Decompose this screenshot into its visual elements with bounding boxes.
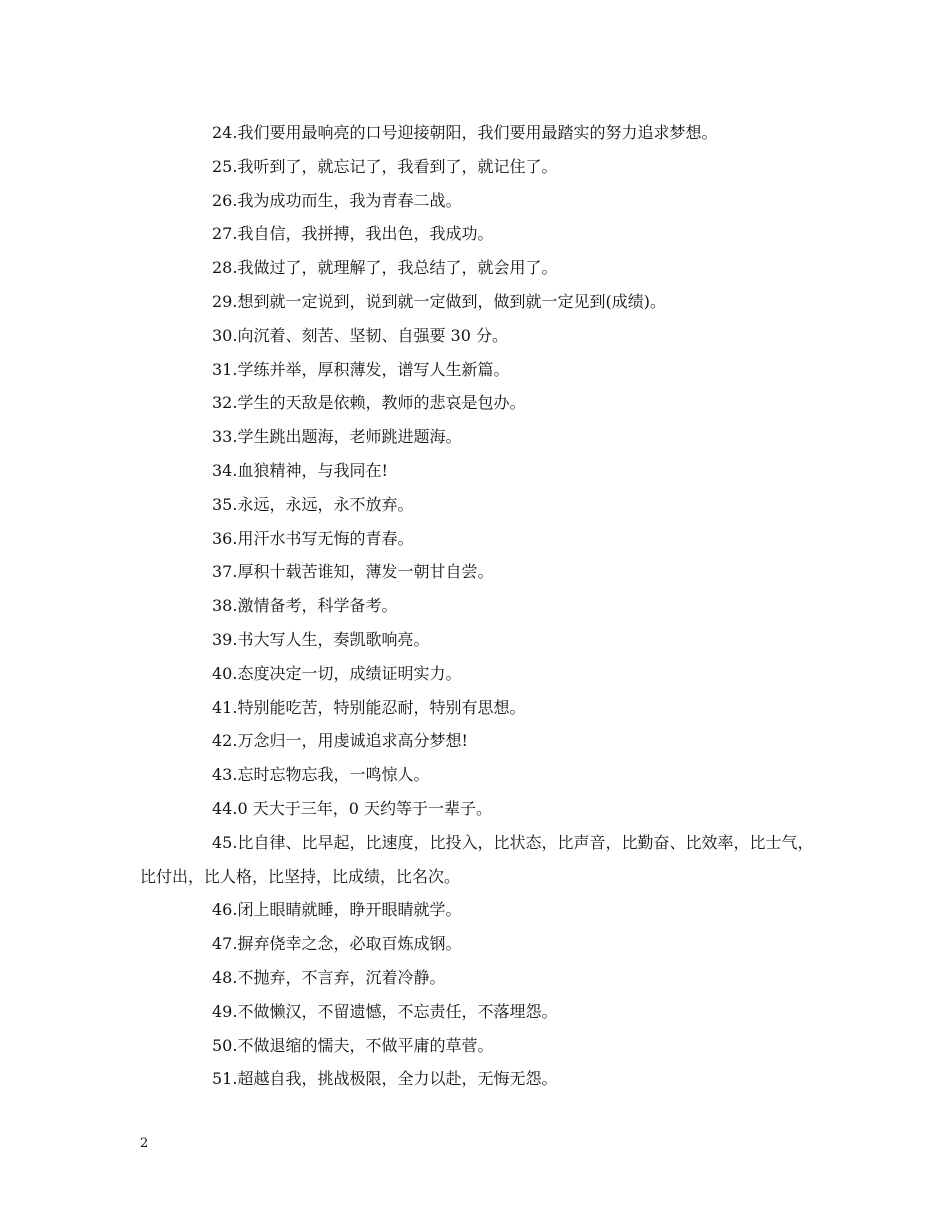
item-number: 28.: [212, 258, 238, 278]
item-number: 49.: [212, 1001, 238, 1021]
list-item: [140, 995, 820, 1029]
list-item: [140, 454, 820, 488]
list-item: [140, 961, 820, 995]
item-text: 学生的天敌是依赖，教师的悲哀是包办。: [237, 393, 526, 413]
item-number: 34.: [212, 460, 238, 480]
item-text: 我自信，我拼搏，我出色，我成功。: [237, 224, 494, 244]
list-item: [140, 792, 820, 826]
list-item: [140, 893, 820, 927]
item-text: 忘时忘物忘我，一鸣惊人。: [237, 765, 430, 785]
item-number: 42.: [212, 731, 238, 751]
list-item: [140, 522, 820, 556]
item-number: 47.: [212, 934, 238, 954]
item-number: 33.: [212, 427, 238, 447]
list-item: [140, 623, 820, 657]
item-text: 激情备考，科学备考。: [237, 596, 398, 616]
item-text: 0 天大于三年，0 天约等于一辈子。: [237, 798, 492, 818]
list-item: [140, 657, 820, 691]
list-item: [140, 1029, 820, 1063]
item-text: 摒弃侥幸之念，必取百炼成钢。: [237, 934, 462, 954]
item-text: 血狼精神，与我同在!: [237, 460, 388, 480]
list-item: [140, 488, 820, 522]
item-number: 46.: [212, 900, 238, 920]
item-number: 38.: [212, 596, 238, 616]
item-text: 态度决定一切，成绩证明实力。: [237, 663, 462, 683]
list-item: [140, 251, 820, 285]
list-item: [140, 285, 820, 319]
item-text: 闭上眼睛就睡，睁开眼睛就学。: [237, 900, 462, 920]
item-text: 万念归一，用虔诚追求高分梦想!: [237, 731, 468, 751]
list-item: [140, 589, 820, 623]
list-item: [140, 353, 820, 387]
list-item: [140, 927, 820, 961]
item-number: 48.: [212, 967, 238, 987]
item-text: 用汗水书写无悔的青春。: [237, 528, 414, 548]
item-text: 特别能吃苦，特别能忍耐，特别有思想。: [237, 697, 526, 717]
item-number: 51.: [212, 1069, 238, 1089]
list-item: [140, 691, 820, 725]
list-item: [140, 184, 820, 218]
list-item: [140, 319, 820, 353]
list-item: [140, 150, 820, 184]
item-text: 书大写人生，奏凯歌响亮。: [237, 629, 430, 649]
item-text: 厚积十载苦谁知，薄发一朝甘自尝。: [237, 562, 494, 582]
list-item: [140, 217, 820, 251]
item-number: 26.: [212, 190, 238, 210]
item-number: 35.: [212, 494, 238, 514]
item-text: 学练并举，厚积薄发，谱写人生新篇。: [237, 359, 510, 379]
item-number: 29.: [212, 291, 238, 311]
item-text: 超越自我，挑战极限，全力以赴，无悔无怨。: [237, 1069, 558, 1089]
item-number: 41.: [212, 697, 238, 717]
item-text: 我做过了，就理解了，我总结了，就会用了。: [237, 258, 558, 278]
list-item: [140, 386, 820, 420]
item-text: 我为成功而生，我为青春二战。: [237, 190, 462, 210]
list-item: [140, 1062, 820, 1096]
item-text: 向沉着、刻苦、坚韧、自强要 30 分。: [237, 325, 508, 345]
list-item: [140, 116, 820, 150]
item-number: 40.: [212, 663, 238, 683]
item-text: 不做懒汉，不留遗憾，不忘责任，不落埋怨。: [237, 1001, 558, 1021]
list-item: [140, 420, 820, 454]
item-number: 43.: [212, 765, 238, 785]
item-number: 36.: [212, 528, 238, 548]
item-number: 24.: [212, 123, 238, 142]
item-number: 25.: [212, 156, 238, 176]
item-text: 永远，永远，永不放弃。: [237, 494, 414, 514]
item-text: 比自律、比早起，比速度，比投入，比状态，比声音，比勤奋、比效率，比士气，比付出，比人格，比坚持，比成绩，比名次。: [140, 832, 814, 886]
list-item: [140, 555, 820, 589]
item-number: 32.: [212, 393, 238, 413]
item-number: 50.: [212, 1035, 238, 1055]
list-item: [140, 826, 820, 894]
item-text: 我们要用最响亮的口号迎接朝阳，我们要用最踏实的努力追求梦想。: [237, 123, 718, 142]
item-text: 学生跳出题海，老师跳进题海。: [237, 427, 462, 447]
item-number: 37.: [212, 562, 238, 582]
list-item: [140, 758, 820, 792]
item-number: 39.: [212, 629, 238, 649]
page-number: 2: [140, 1136, 149, 1151]
item-number: 45.: [212, 832, 238, 852]
item-number: 31.: [212, 359, 238, 379]
item-text: 不做退缩的懦夫，不做平庸的草菅。: [237, 1035, 494, 1055]
list-item: [140, 724, 820, 758]
slogan-list: [140, 116, 820, 1096]
item-text: 想到就一定说到，说到就一定做到，做到就一定见到(成绩)。: [237, 291, 666, 311]
item-text: 不抛弃，不言弃，沉着冷静。: [237, 967, 446, 987]
item-number: 30.: [212, 325, 238, 345]
item-text: 我听到了，就忘记了，我看到了，就记住了。: [237, 156, 558, 176]
item-number: 44.: [212, 798, 238, 818]
item-number: 27.: [212, 224, 238, 244]
